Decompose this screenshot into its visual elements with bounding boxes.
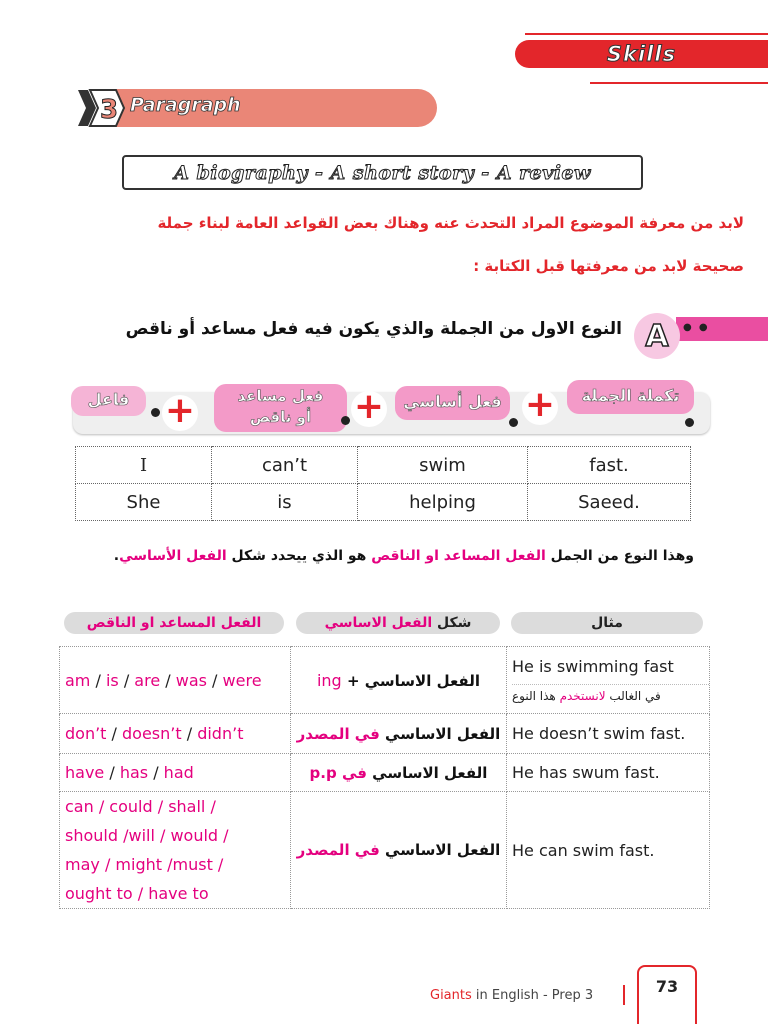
form-cell — [291, 754, 507, 792]
table-row — [60, 754, 710, 792]
example-note-text: في الغالب — [605, 689, 661, 703]
dots-icon: ● ● — [683, 322, 710, 333]
aux-word: doesn’t — [122, 724, 182, 743]
section-a-badge — [634, 313, 680, 359]
dot-icon — [341, 416, 350, 425]
plus-icon: + — [162, 395, 198, 431]
aux-cell: don’t / doesn’t / didn’t — [60, 714, 291, 754]
grammar-table — [59, 646, 710, 909]
form-text: الفعل الاساسي — [364, 671, 481, 690]
example-note — [512, 684, 709, 703]
form-highlight: في المصدر — [296, 724, 380, 743]
section-a-heading: النوع الاول من الجملة والذي يكون فيه فعل مساعد أو ناقص — [125, 319, 622, 339]
form-highlight: في المصدر — [296, 841, 380, 859]
example-note-highlight: لانستخدم — [559, 689, 606, 703]
aux-word: was — [175, 670, 207, 690]
section-number-badge — [76, 88, 126, 128]
table-cell: is — [212, 484, 358, 521]
aux-word: were — [222, 670, 262, 690]
form-plus: + — [341, 671, 365, 690]
table-cell: She — [76, 484, 212, 521]
header-form-highlight: الفعل الاساسي — [324, 615, 433, 631]
form-text: الفعل الاساسي — [379, 841, 501, 859]
table-row — [76, 484, 691, 521]
skills-tab — [515, 40, 768, 68]
table-cell: helping — [358, 484, 528, 521]
aux-word: am — [65, 670, 91, 690]
table-cell: fast. — [528, 447, 691, 484]
table-row — [60, 792, 710, 909]
header-aux: الفعل المساعد او الناقص — [64, 612, 284, 634]
table-row — [60, 647, 710, 714]
note-highlight: الفعل المساعد او الناقص — [371, 548, 546, 564]
footer-book-title — [430, 988, 593, 1003]
dot-icon — [685, 418, 694, 427]
note-highlight: الفعل الأساسي — [119, 548, 227, 564]
aux-word: is — [105, 670, 119, 690]
aux-word: didn’t — [197, 724, 244, 743]
form-highlight: ing — [316, 670, 342, 690]
example-cell — [507, 647, 710, 714]
example-cell: He can swim fast. — [507, 792, 710, 909]
aux-word: are — [134, 670, 161, 690]
aux-line: can / could / shall / — [65, 797, 216, 816]
aux-cell: have / has / had — [60, 754, 291, 792]
formula-subject: فاعل — [71, 386, 146, 416]
sentence-formula — [73, 384, 710, 434]
table-row — [60, 714, 710, 754]
example-cell: He has swum fast. — [507, 754, 710, 792]
note-text: هو الذي ييحدد شكل — [226, 548, 372, 564]
formula-aux-line-2: أو ناقص — [249, 408, 312, 426]
page-number: 73 — [637, 965, 697, 1024]
intro-line-1: لابد من معرفة الموضوع المراد التحدث عنه وهناك بعض القواعد العامة لبناء جملة — [157, 214, 744, 232]
footer-brand: Giants — [430, 988, 472, 1003]
aux-word: has — [119, 763, 149, 782]
aux-line: ought to / have to — [65, 884, 209, 903]
example-note-text: هذا النوع — [512, 689, 560, 703]
plus-icon: + — [351, 391, 387, 427]
example-text: He is swimming fast — [512, 657, 674, 676]
aux-word: had — [163, 763, 194, 782]
header-form-prefix: شكل — [432, 615, 472, 631]
aux-line: should /will / would / — [65, 826, 229, 845]
aux-word: have — [65, 763, 105, 782]
dot-icon — [509, 418, 518, 427]
form-cell — [291, 647, 507, 714]
formula-main-verb: فعل أساسي — [395, 386, 510, 420]
table-cell: swim — [358, 447, 528, 484]
footer-rest: in English - Prep 3 — [471, 988, 594, 1003]
header-form — [296, 612, 500, 634]
header-example: مثال — [511, 612, 703, 634]
example-table — [75, 446, 691, 521]
intro-line-2: صحيحة لابد من معرفتها قبل الكتابة : — [473, 257, 744, 275]
form-cell — [291, 792, 507, 909]
aux-word: don’t — [65, 724, 107, 743]
formula-complement: تكملة الجملة — [567, 380, 694, 414]
bio-title-box — [122, 155, 643, 190]
bio-title: A biography - A short story - A review — [174, 161, 591, 184]
section-title: Paragraph — [130, 94, 241, 116]
formula-auxiliary — [214, 384, 347, 432]
skills-label: Skills — [606, 42, 677, 66]
dot-icon — [151, 408, 160, 417]
table-cell: can’t — [212, 447, 358, 484]
table-cell: Saeed. — [528, 484, 691, 521]
rule-note — [114, 548, 694, 564]
form-highlight: في p.p — [309, 763, 367, 782]
header-rule-bottom — [590, 82, 768, 84]
section-a-letter: A — [645, 318, 669, 354]
aux-cell — [60, 792, 291, 909]
table-row — [76, 447, 691, 484]
formula-aux-line-1: فعل مساعد — [237, 387, 324, 405]
footer-divider — [623, 985, 625, 1005]
example-cell: He doesn’t swim fast. — [507, 714, 710, 754]
header-rule-top — [525, 33, 768, 35]
form-text: الفعل الاساسي — [379, 724, 501, 743]
aux-cell: am / is / are / was / were — [60, 647, 291, 714]
aux-line: may / might /must / — [65, 855, 224, 874]
plus-icon: + — [522, 389, 558, 425]
note-text: وهذا النوع من الجمل — [545, 548, 694, 564]
table-cell: I — [76, 447, 212, 484]
form-text: الفعل الاساسي — [366, 763, 488, 782]
form-cell — [291, 714, 507, 754]
section-number: 3 — [99, 95, 119, 125]
note-text: . — [113, 548, 120, 564]
